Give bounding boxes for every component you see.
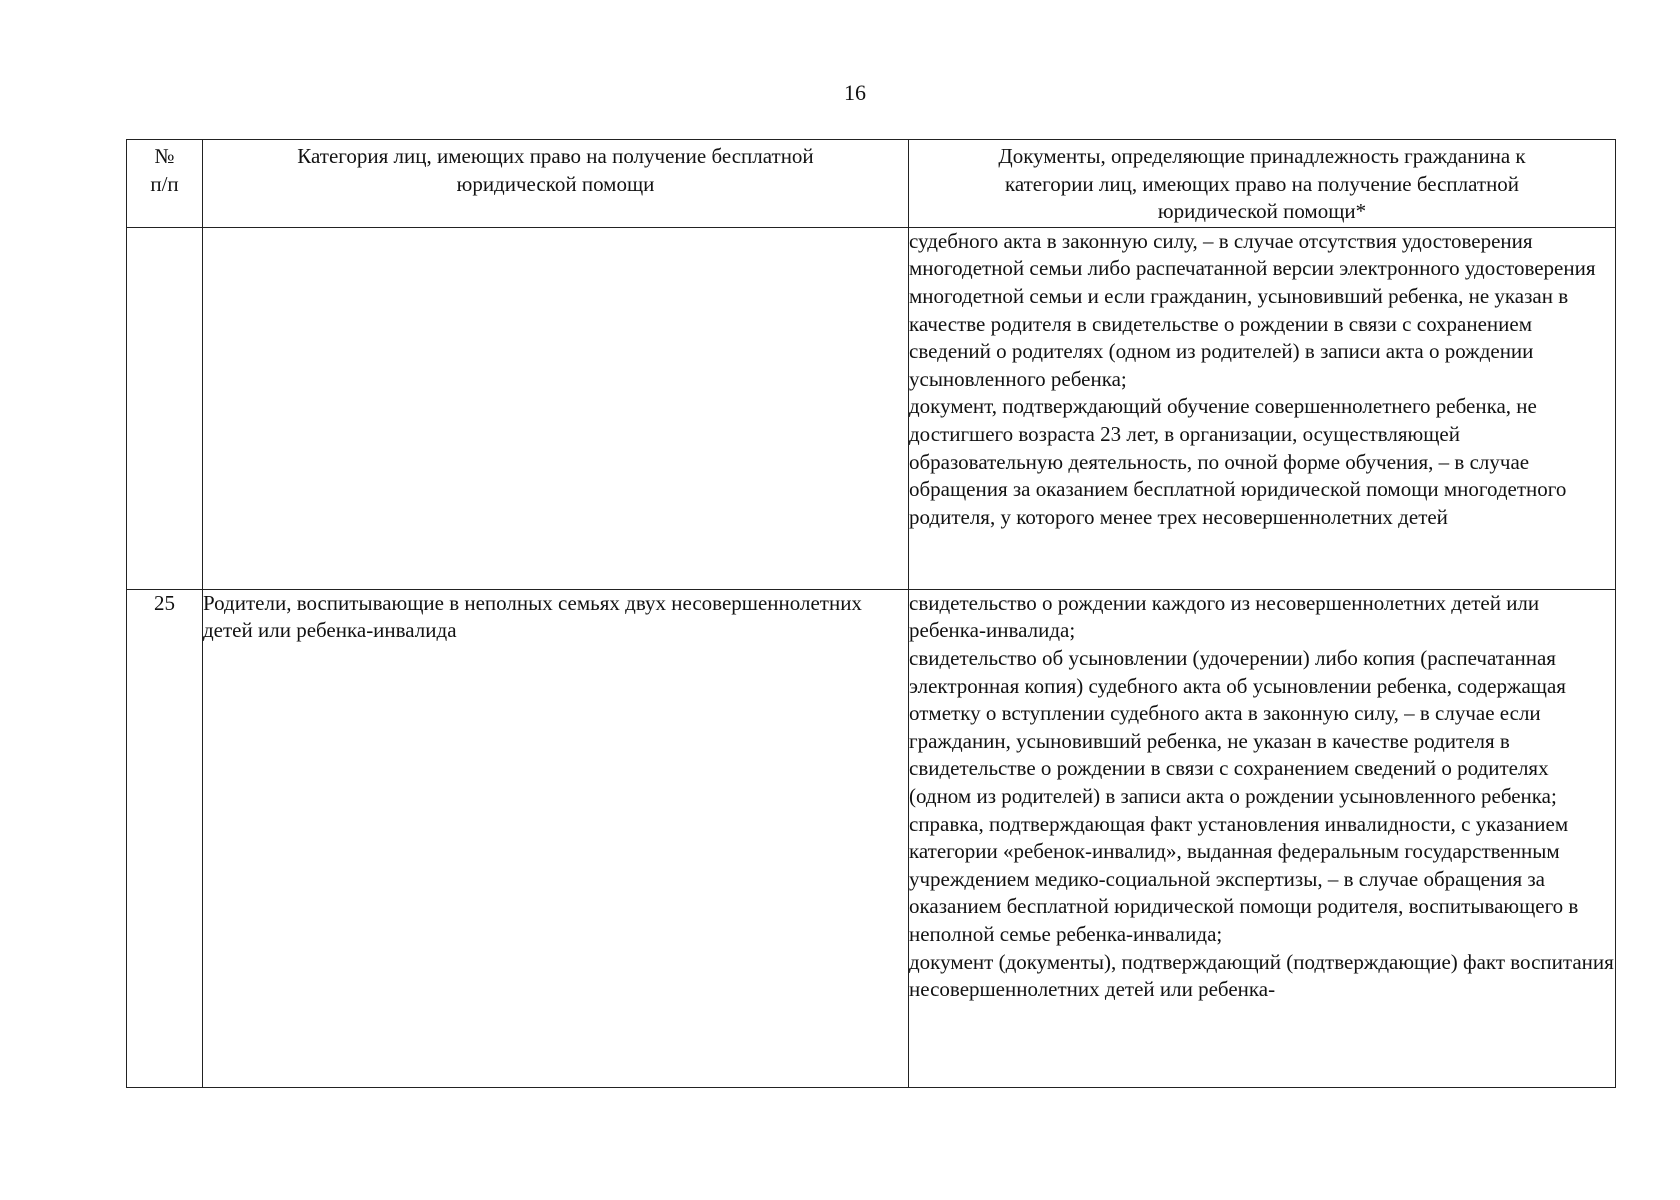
row-number-cell: 25 xyxy=(127,589,203,1087)
header-category xyxy=(203,140,909,228)
document-item: судебного акта в законную силу, – в случае отсутствия удостоверения многодетной семьи либо распечатанной версии электронного удостоверения многодетной семьи и если гражданин, усыновивший ребенка, не указан в качестве родителя в свидетельстве о рождении в связи с сохранением сведений о родителях (одном из родителей) в записи акта о рождении усыновленного ребенка; xyxy=(909,228,1596,391)
document-item: документ, подтверждающий обучение совершеннолетнего ребенка, не достигшего возраста 23 лет, в организации, осуществляющей образовательную деятельность, по очной форме обучения, – в случае обращения за оказанием бесплатной юридической помощи многодетного родителя, у которого менее трех несовершеннолетних детей xyxy=(909,394,1567,529)
header-documents-line: юридической помощи* xyxy=(1157,199,1367,224)
row-documents-cell xyxy=(909,227,1616,589)
document-item: свидетельство о рождении каждого из несовершеннолетних детей или ребенка-инвалида; xyxy=(909,590,1540,643)
category-text: Родители, воспитывающие в неполных семьях двух несовершеннолетних детей или ребенка-инвалида xyxy=(203,590,862,643)
header-number-line: п/п xyxy=(150,171,179,196)
document-item: справка, подтверждающая факт установления инвалидности, с указанием категории «ребенок-инвалид», выданная федеральным государственным учреждением медико-социальной экспертизы, – в случае обращения за оказанием бесплатной юридической помощи родителя, воспитывающего в неполной семье ребенка-инвалида; xyxy=(909,811,1579,946)
table-header-row xyxy=(127,140,1616,228)
header-category-line: юридической помощи xyxy=(456,171,655,196)
legal-aid-table xyxy=(126,139,1616,1088)
row-category-cell xyxy=(203,227,909,589)
header-category-line: Категория лиц, имеющих право на получение бесплатной xyxy=(297,144,814,168)
document-item: свидетельство об усыновлении (удочерении) либо копия (распечатанная электронная копия) судебного акта об усыновлении ребенка, содержащая отметку о вступлении судебного акта в законную силу, – в случае если гражданин, усыновивший ребенка, не указан в качестве родителя в свидетельстве о рождении в связи с сохранением сведений о родителях (одном из родителей) в записи акта о рождении усыновленного ребенка; xyxy=(909,645,1566,808)
row-number-cell xyxy=(127,227,203,589)
table-row xyxy=(127,589,1616,1087)
header-number-line: № xyxy=(154,144,175,168)
document-item: документ (документы), подтверждающий (подтверждающие) факт воспитания несовершеннолетних детей или ребенка- xyxy=(909,949,1614,1002)
header-documents-line: Документы, определяющие принадлежность гражданина к xyxy=(998,144,1526,168)
header-number xyxy=(127,140,203,228)
row-category-cell xyxy=(203,589,909,1087)
table-row xyxy=(127,227,1616,589)
header-documents xyxy=(909,140,1616,228)
header-documents-line: категории лиц, имеющих право на получение бесплатной xyxy=(1004,171,1520,196)
row-documents-cell xyxy=(909,589,1616,1087)
page-number: 16 xyxy=(844,80,866,105)
